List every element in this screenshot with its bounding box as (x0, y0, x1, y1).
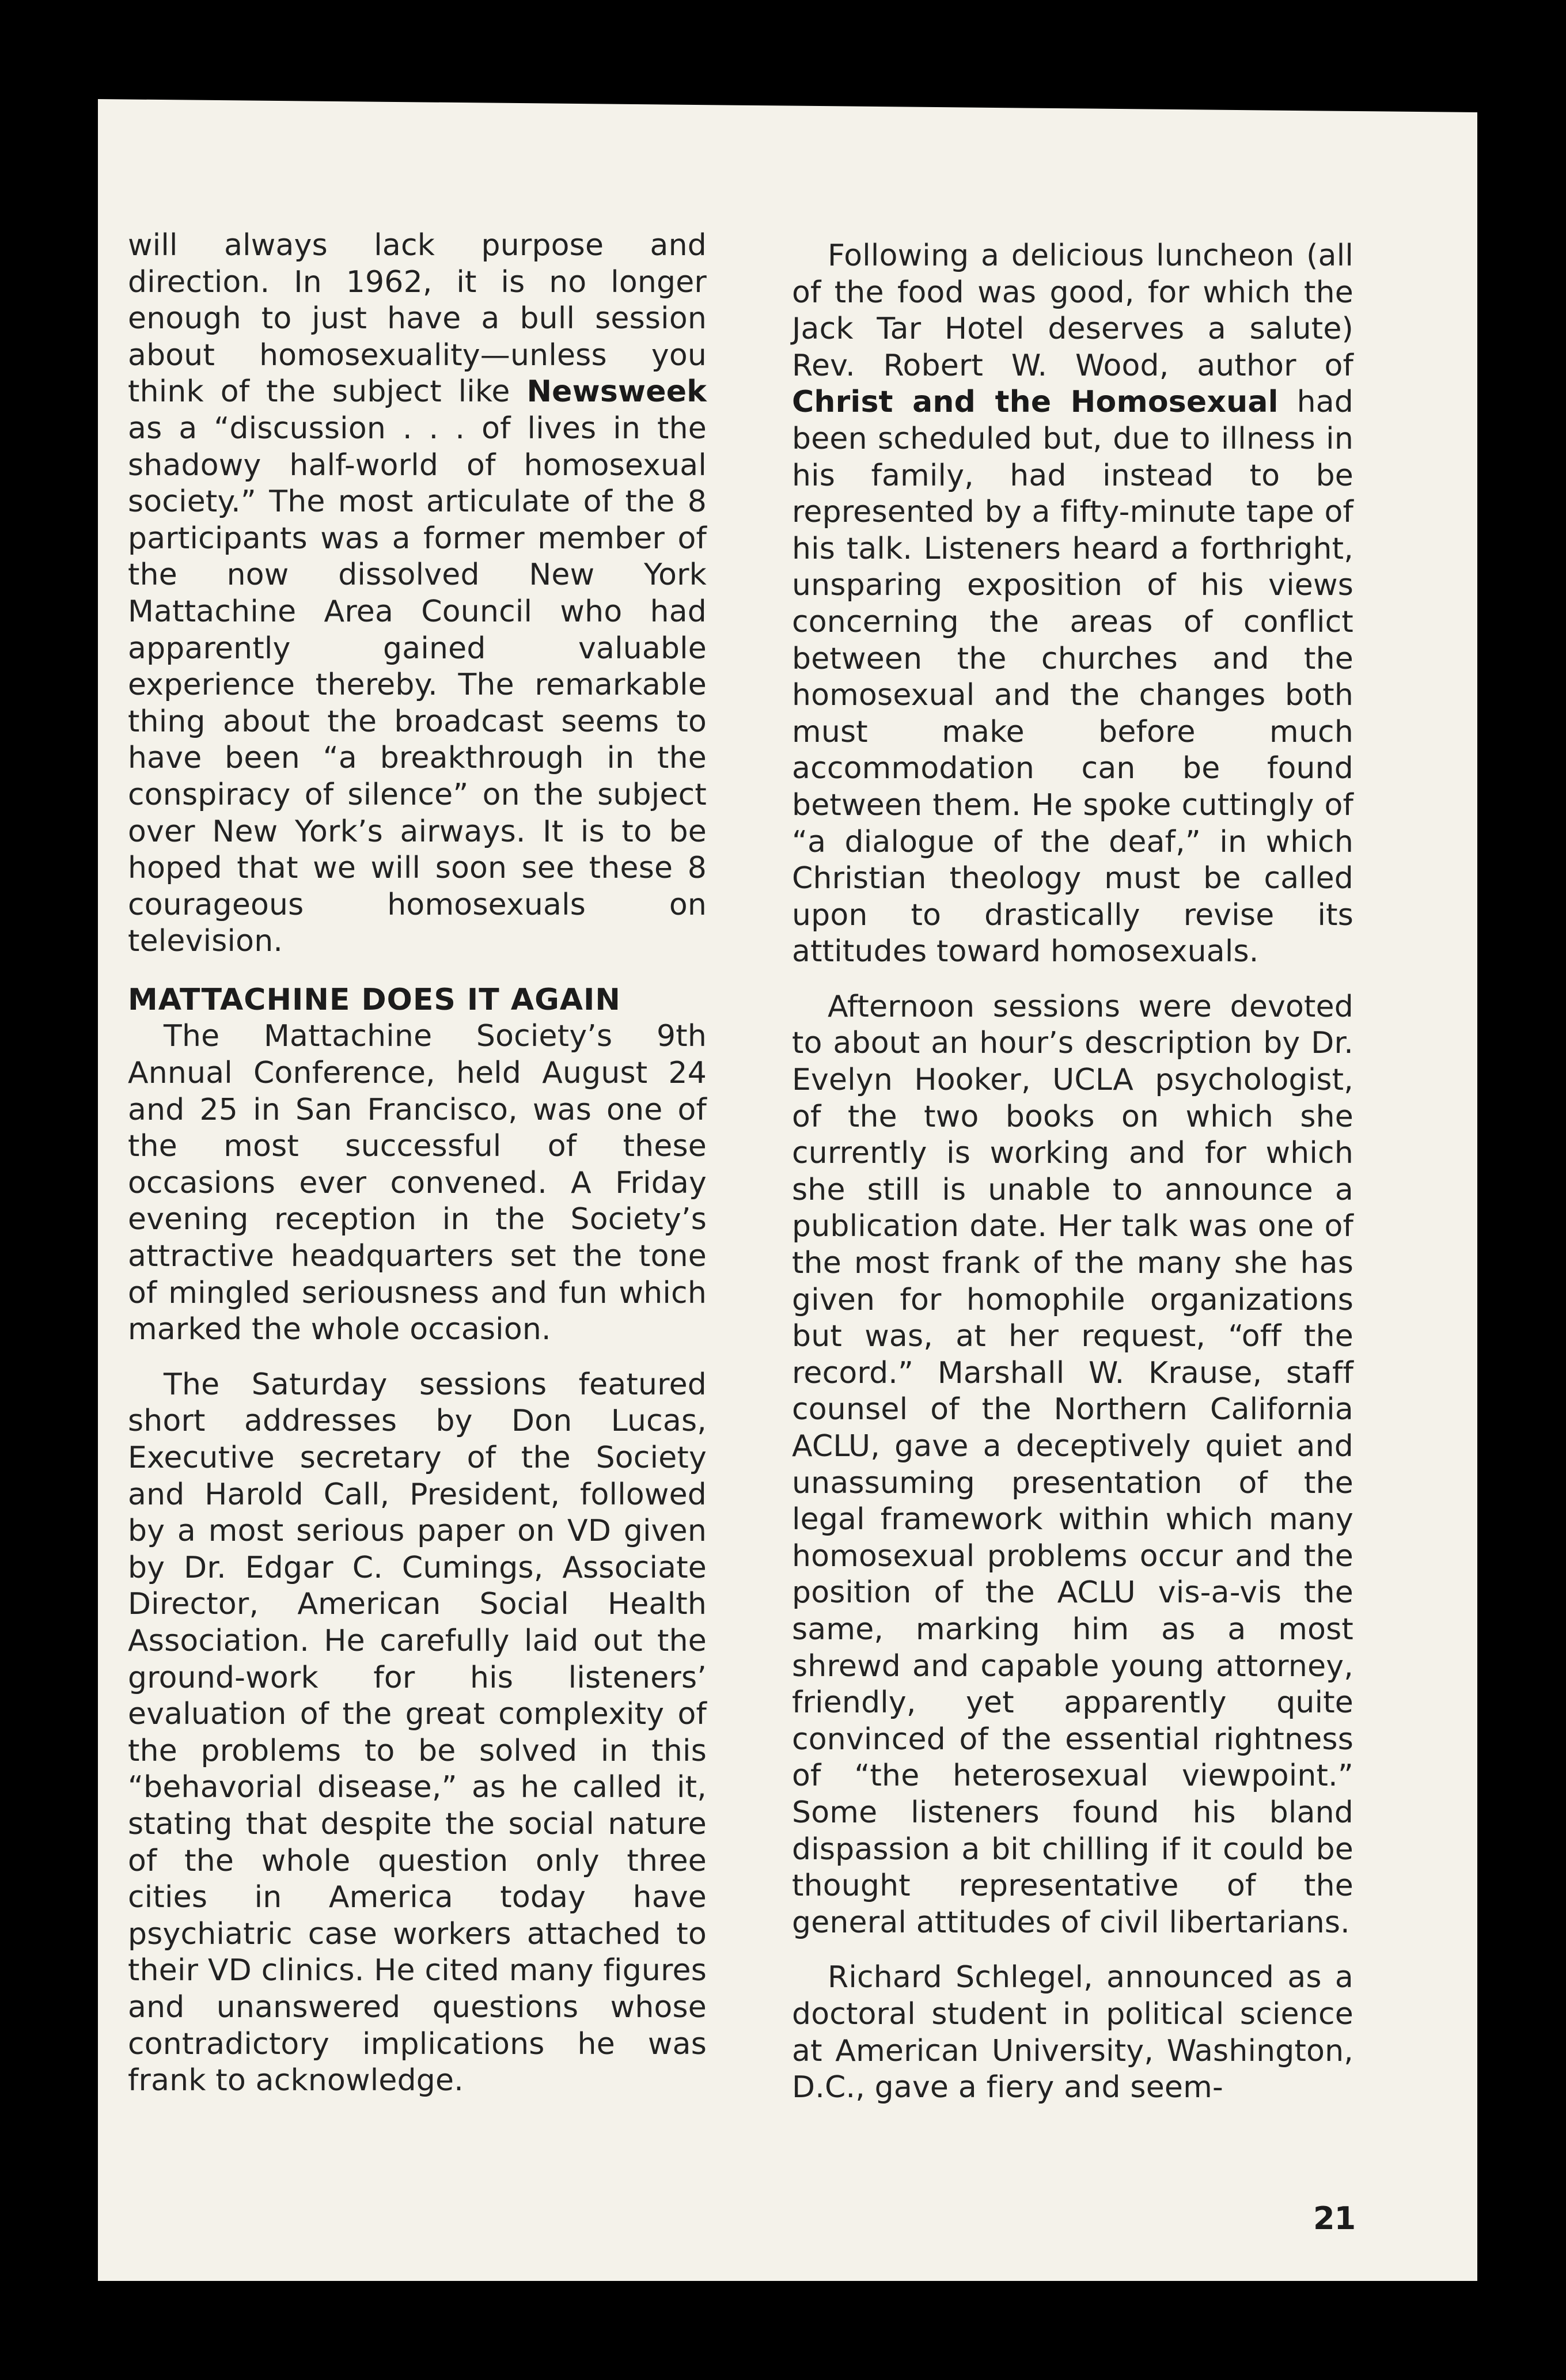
section-heading: MATTACHINE DOES IT AGAIN (128, 982, 621, 1017)
paragraph-saturday-sessions: The Saturday sessions featured short addresses by Don Lucas, Executive secretary of the Society and Harold Call, President, followed by a most serious paper on VD given by Dr. Edgar C. Cumings, Associate Director, American Social Health Association. He carefully laid out the ground-work for his listeners’ evaluation of the great complexity of the problems to be solved in this “behavorial disease,” as he called it, stating that despite the social nature of the whole question only three cities in America today have psychiatric case workers attached to their VD clinics. He cited many figures and unanswered questions whose contradictory implications he was frank to acknowledge. (128, 1367, 707, 2098)
paragraph-conference-intro: The Mattachine Society’s 9th Annual Conference, held August 24 and 25 in San Francisco, was one of the most successful of these occasions ever convened. A Friday evening reception in the Society’s attractive headquarters set the tone of mingled seriousness and fun which marked the whole occasion. (128, 1019, 707, 1347)
paragraph-text: will always lack purpose and direction. In 1962, it is no longer enough to just have a bull session about homosexuality—unless you think of the subject like (128, 228, 707, 410)
page-number: 21 (1313, 2200, 1356, 2237)
paragraph-schlegel: Richard Schlegel, announced as a doctoral student in political science at American University, Washington, D.C., gave a fiery and seem- (792, 1960, 1353, 2105)
publication-title-newsweek: Newsweek (526, 374, 707, 410)
paragraph-text: had been scheduled but, due to illness in his family, had instead to be represented by a fifty-minute tape of his talk. Listeners heard a forthright, unsparing exposition of his views concerning the areas of conflict between the churches and the homosexual and the changes both must make before much accommodation can be found between them. He spoke cuttingly of “a dialogue of the deaf,” in which Christian theology must be called upon to drastically revise its attitudes toward homosexuals. (792, 385, 1353, 969)
paragraph-text: as a “discussion . . . of lives in the shadowy half-world of homosexual society.” The most articulate of the 8 participants was a former member of the now dissolved New York Mattachine Area Council who had apparently gained valuable experience thereby. The remarkable thing about the broadcast seems to have been “a breakthrough in the conspiracy of silence” on the subject over New York’s airways. It is to be hoped that we will soon see these 8 courageous homosexuals on television. (128, 411, 707, 959)
left-column (128, 228, 707, 2099)
paragraph-text: Following a delicious luncheon (all of the food was good, for which the Jack Tar Hotel deserves a salute) Rev. Robert W. Wood, author of (792, 238, 1353, 383)
paragraph-afternoon-sessions: Afternoon sessions were devoted to about an hour’s description by Dr. Evelyn Hooker, UCLA psychologist, of the two books on which she currently is working and for which she still is unable to announce a publication date. Her talk was one of the most frank of the many she has given for homophile organizations but was, at her request, “off the record.” Marshall W. Krause, staff counsel of the Northern California ACLU, gave a deceptively quiet and unassuming presentation of the legal framework within which many homosexual problems occur and the position of the ACLU vis-a-vis the same, marking him as a most shrewd and capable young attorney, friendly, yet apparently quite convinced of the essential rightness of “the heterosexual viewpoint.” Some listeners found his bland dispassion a bit chilling if it could be thought representative of the general attitudes of civil libertarians. (792, 989, 1353, 1940)
right-column (792, 238, 1353, 2106)
book-title: Christ and the Homosexual (792, 385, 1279, 420)
paragraph-broadcast-conclusion (128, 228, 707, 960)
paragraph-luncheon (792, 238, 1353, 971)
